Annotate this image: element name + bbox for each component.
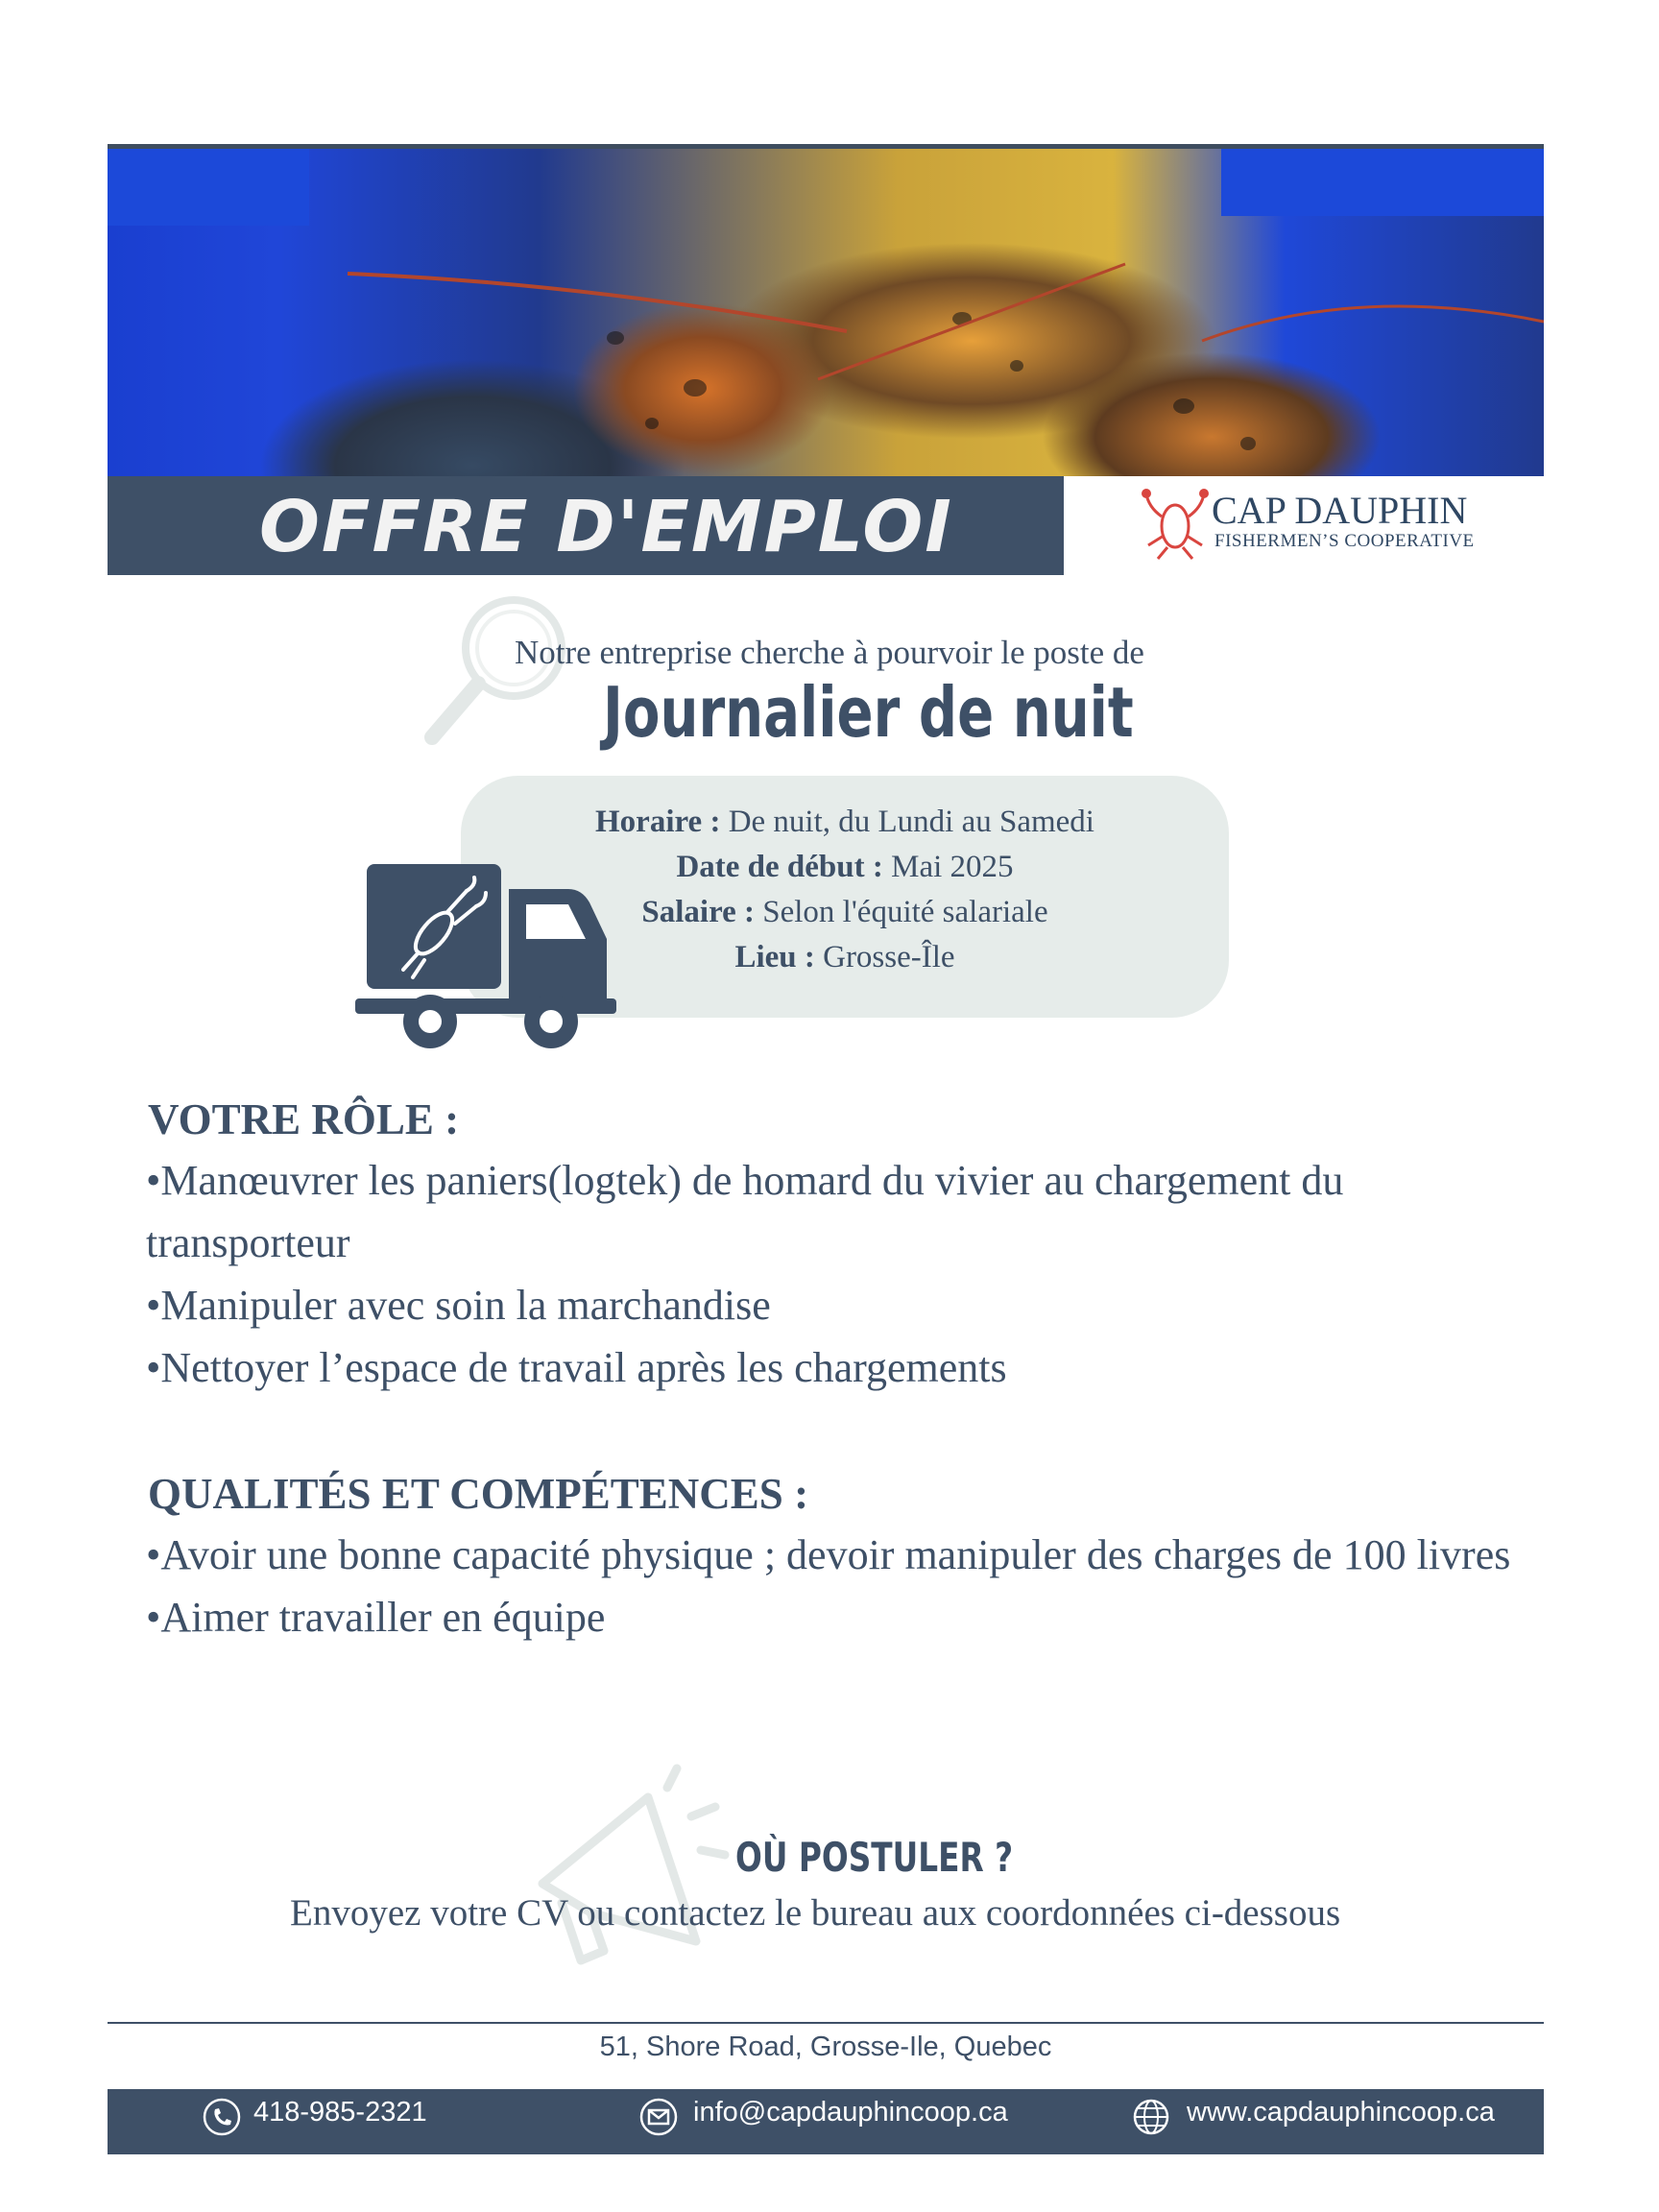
contact-phone[interactable]: 418-985-2321	[253, 2097, 427, 2128]
phone-icon	[202, 2097, 242, 2137]
contact-website[interactable]: www.capdauphincoop.ca	[1187, 2097, 1495, 2128]
megaphone-icon	[523, 1759, 744, 1980]
detail-start-date: Date de début : Mai 2025	[676, 850, 1014, 884]
role-line-4: •Nettoyer l’espace de travail après les chargements	[146, 1344, 1007, 1391]
role-title: VOTRE RÔLE :	[148, 1095, 460, 1143]
role-line-3: •Manipuler avec soin la marchandise	[146, 1282, 771, 1329]
detail-location: Lieu : Grosse-Île	[734, 940, 955, 974]
contact-email[interactable]: info@capdauphincoop.ca	[693, 2097, 1008, 2128]
job-title: Journalier de nuit	[603, 672, 1134, 753]
delivery-truck-icon	[355, 864, 616, 1054]
lobster-antennae	[108, 149, 1544, 476]
skills-line-1: •Avoir une bonne capacité physique ; devoir manipuler des charges de 100 livres	[146, 1531, 1511, 1578]
intro-lead: Notre entreprise cherche à pourvoir le poste de	[515, 634, 1144, 671]
skills-title: QUALITÉS ET COMPÉTENCES :	[148, 1470, 809, 1518]
apply-title: OÙ POSTULER ?	[735, 1834, 1014, 1881]
skills-line-2: •Aimer travailler en équipe	[146, 1594, 606, 1641]
role-line-1: •Manœuvrer les paniers(logtek) de homard du vivier au chargement du	[146, 1157, 1344, 1204]
magnifier-icon	[413, 595, 586, 758]
lobster-logo-icon	[1139, 488, 1212, 561]
footer-divider	[108, 2022, 1544, 2024]
banner-title: OFFRE D'EMPLOI	[259, 486, 953, 568]
logo-subtitle: FISHERMEN’S COOPERATIVE	[1214, 531, 1475, 551]
apply-text: Envoyez votre CV ou contactez le bureau aux coordonnées ci-dessous	[290, 1892, 1341, 1934]
detail-schedule: Horaire : De nuit, du Lundi au Samedi	[595, 805, 1094, 839]
globe-icon	[1131, 2097, 1171, 2137]
detail-salary: Salaire : Selon l'équité salariale	[641, 895, 1048, 929]
email-icon	[638, 2097, 679, 2137]
role-line-2: transporteur	[146, 1219, 350, 1266]
logo-name: CAP DAUPHIN	[1212, 489, 1468, 532]
footer-address: 51, Shore Road, Grosse-Ile, Quebec	[599, 2032, 1052, 2062]
hero-lobster-photo	[108, 144, 1544, 476]
